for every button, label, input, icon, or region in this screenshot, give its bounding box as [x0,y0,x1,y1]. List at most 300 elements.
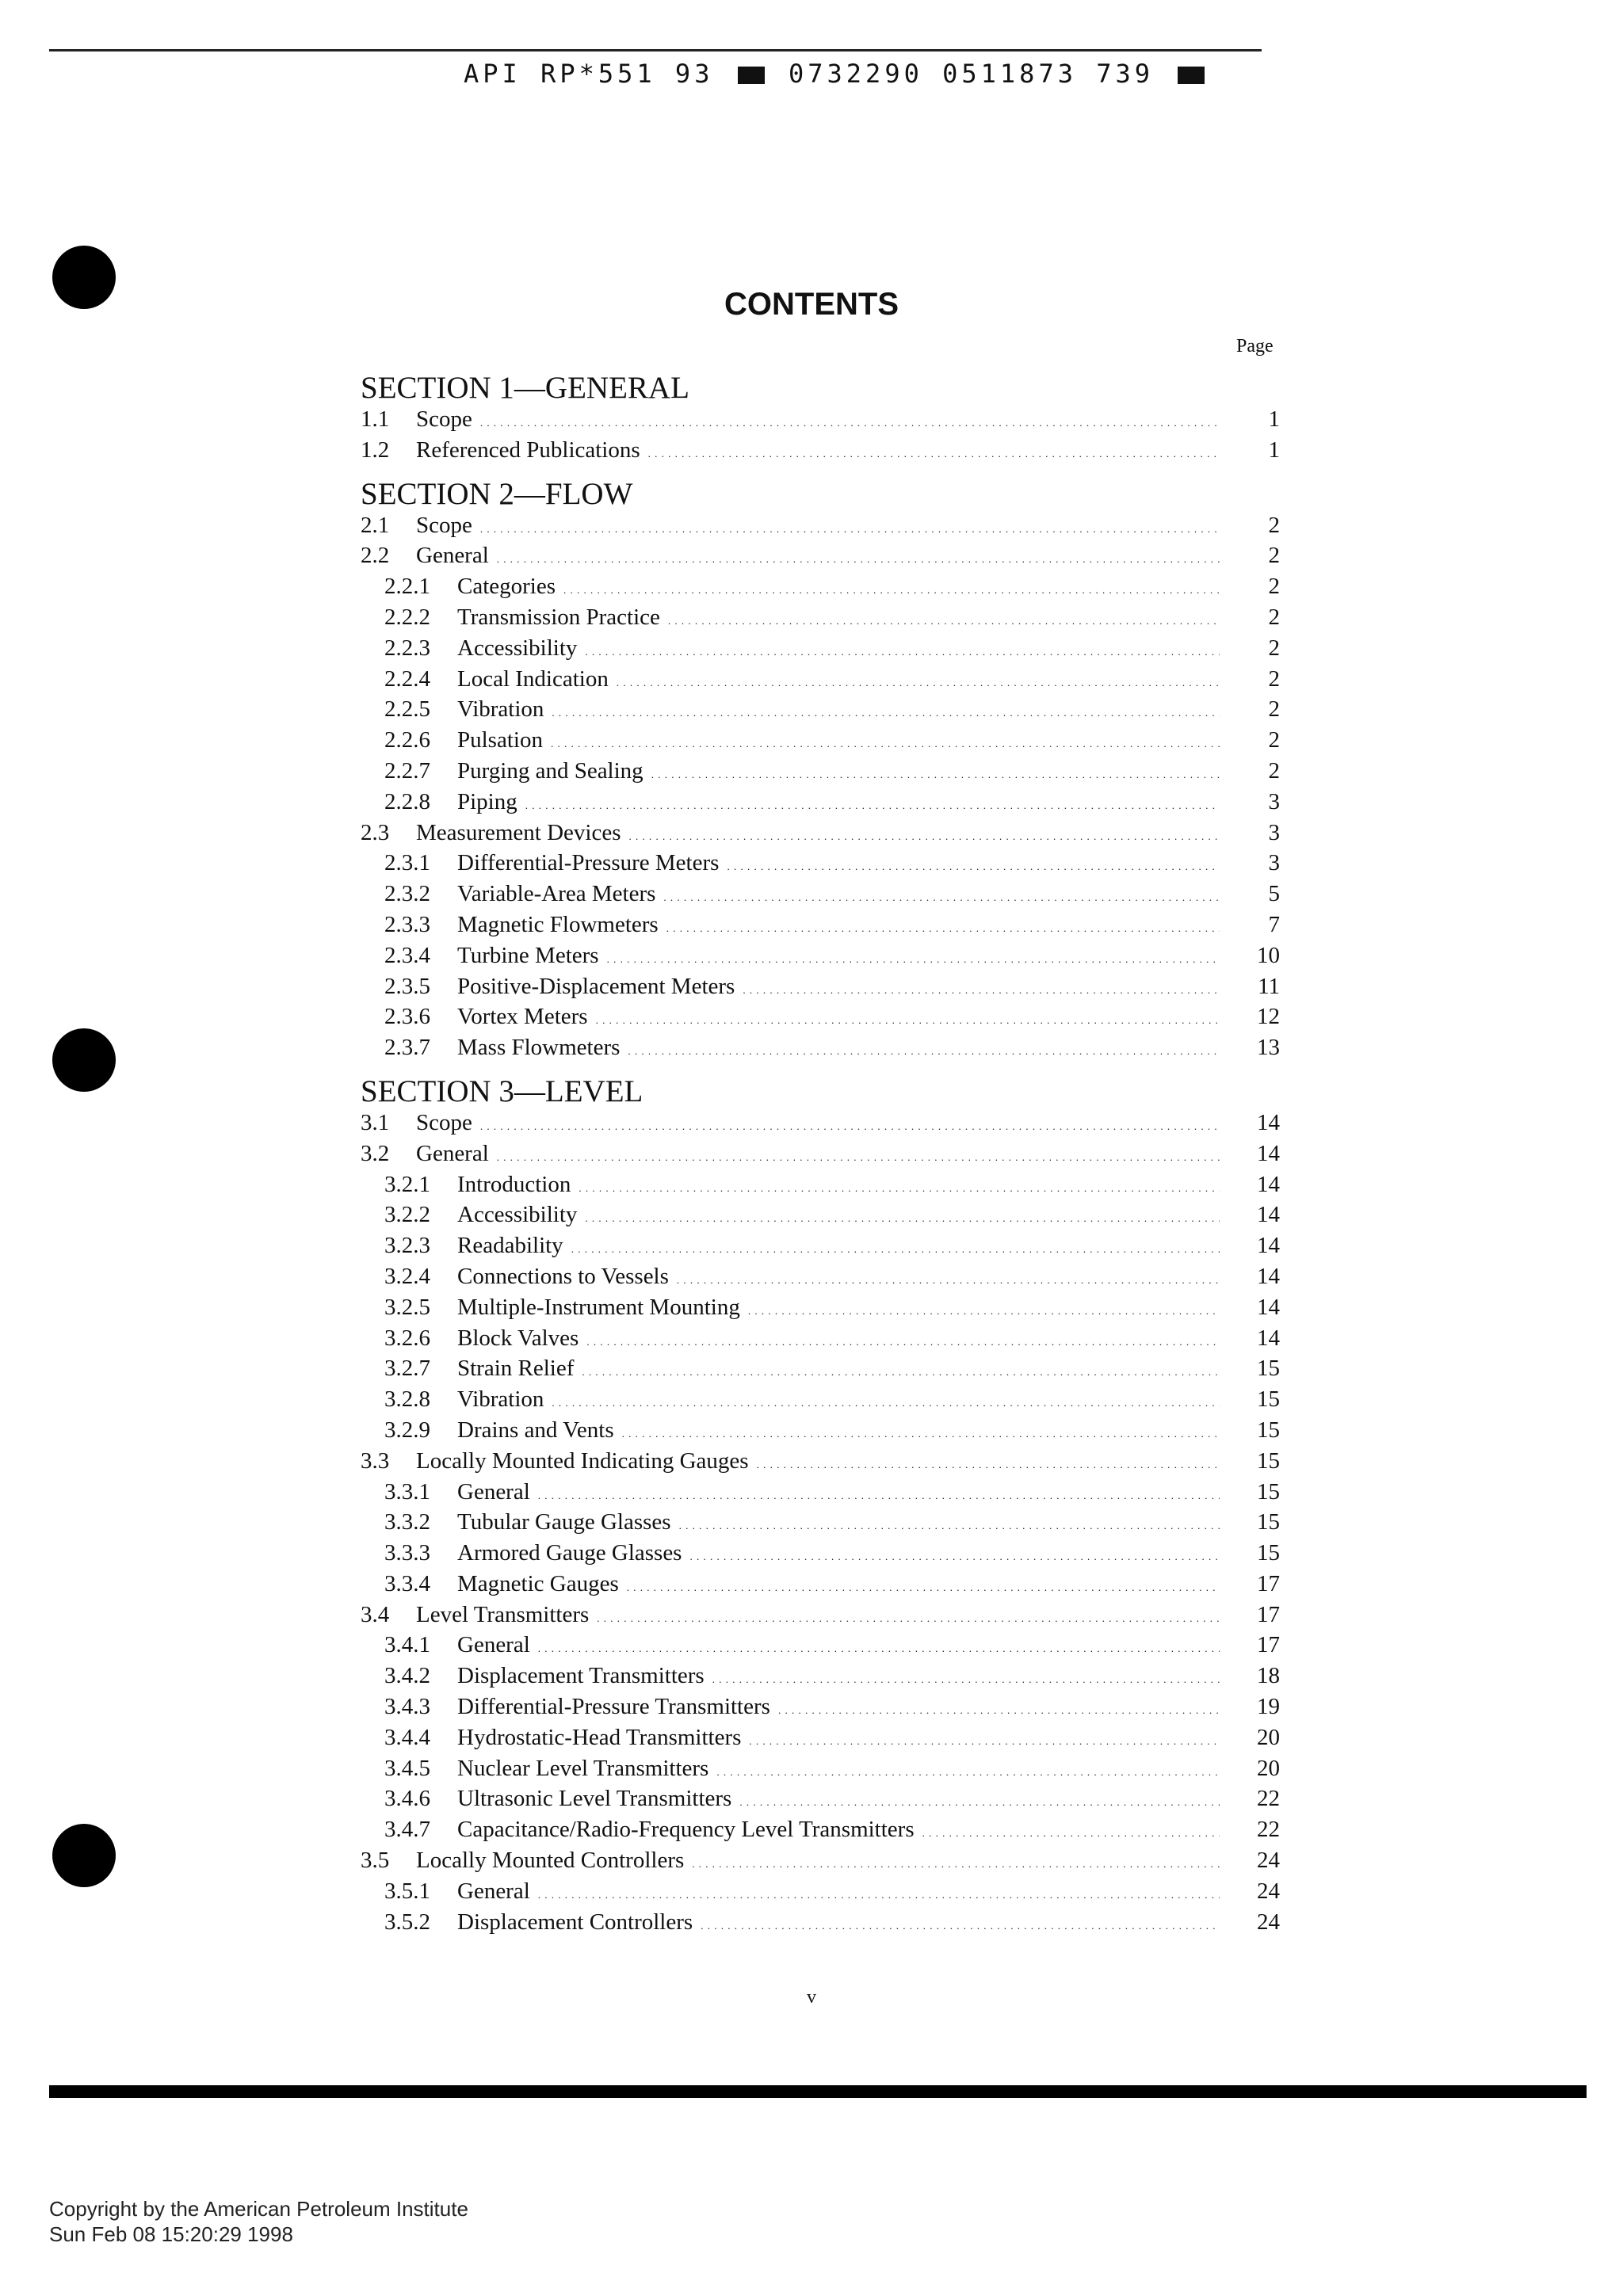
toc-entry-number: 3.4 [361,1601,390,1627]
toc-entry-title: Multiple-Instrument Mounting [457,1294,740,1320]
toc-entry-label [361,818,1220,852]
dot-leader [663,879,1220,913]
toc-entry-title: Accessibility [457,635,578,661]
black-block-mark [738,67,765,84]
dot-leader [582,1353,1220,1388]
toc-entry-page: 18 [1257,1663,1280,1689]
toc-entry[interactable] [361,940,1280,971]
toc-entry-title: Differential-Pressure Meters [457,850,720,876]
dot-leader [552,694,1220,729]
toc-entry-page: 19 [1257,1694,1280,1720]
toc-entry-title: Introduction [457,1171,571,1197]
toc-entry-page: 14 [1257,1171,1280,1197]
toc-entry-title: Scope [416,406,472,432]
toc-entry-number: 2.3.7 [384,1035,430,1061]
toc-entry-page: 2 [1268,604,1280,630]
toc-entry-label [384,633,1220,668]
toc-entry[interactable] [361,1323,1280,1354]
toc-entry-page: 14 [1257,1109,1280,1135]
dot-leader [579,1169,1220,1204]
toc-entry-label [384,694,1220,729]
toc-entry-title: Scope [416,1109,472,1135]
toc-entry-title: Readability [457,1233,563,1259]
toc-entry-title: Differential-Pressure Transmitters [457,1694,770,1720]
toc-entry-label [384,1783,1220,1818]
dot-leader [689,1538,1220,1573]
dot-leader [551,725,1220,760]
dot-leader [778,1691,1220,1726]
dot-leader [585,633,1220,668]
dot-leader [648,435,1220,470]
toc-entry-label [361,1138,1220,1173]
toc-entry[interactable] [361,1001,1280,1032]
toc-entry-title: Capacitance/Radio-Frequency Level Transmitters [457,1817,915,1843]
toc-entry-label [384,1691,1220,1726]
toc-entry-number: 3.2.2 [384,1202,430,1228]
toc-entry[interactable] [361,1353,1280,1384]
dot-leader [727,848,1220,883]
toc-entry-label [361,1845,1220,1880]
dot-leader [743,971,1220,1006]
toc-entry-label [361,510,1220,545]
toc-entry-page: 15 [1257,1478,1280,1505]
toc-entry-label [384,1199,1220,1234]
dot-leader [628,1032,1220,1067]
dot-leader [749,1722,1220,1757]
dot-leader [701,1907,1220,1942]
toc-entry[interactable] [361,1661,1280,1691]
toc-entry-page: 2 [1268,757,1280,784]
toc-entry-page: 17 [1257,1570,1280,1596]
toc-entry-number: 3.1 [361,1109,390,1135]
toc-entry-page: 2 [1268,635,1280,661]
toc-entry-title: Strain Relief [457,1356,575,1382]
toc-entry-title: Tubular Gauge Glasses [457,1509,671,1535]
toc-entry-page: 14 [1257,1202,1280,1228]
toc-entry-page: 15 [1257,1447,1280,1474]
toc-entry[interactable] [361,971,1280,1002]
toc-entry-label [384,1907,1220,1942]
toc-entry-page: 2 [1268,666,1280,692]
toc-entry-title: General [457,1878,530,1904]
toc-entry[interactable] [361,1783,1280,1814]
toc-entry-page: 10 [1257,942,1280,968]
toc-entry-label [384,1001,1220,1036]
toc-entry[interactable] [361,787,1280,818]
toc-entry-label [384,1569,1220,1604]
dot-leader [739,1783,1220,1818]
toc-entry-number: 3.2.4 [384,1263,430,1289]
toc-entry[interactable] [361,1691,1280,1722]
toc-entry-number: 3.2.3 [384,1233,430,1259]
toc-entry[interactable] [361,1446,1280,1477]
toc-entry[interactable] [361,818,1280,849]
toc-entry-label [384,664,1220,699]
toc-entry-number: 2.2.3 [384,635,430,661]
document-code-part-b: 0732290 0511873 739 [788,59,1155,89]
toc-entry[interactable] [361,910,1280,940]
toc-entry-number: 2.3.1 [384,850,430,876]
dot-leader [563,571,1220,606]
toc-entry[interactable] [361,664,1280,695]
toc-entry-title: Vibration [457,1386,544,1413]
copyright-line: Copyright by the American Petroleum Institute [49,2197,468,2221]
punch-hole-icon [52,1824,116,1887]
top-rule [49,49,1262,51]
toc-entry-label [384,1384,1220,1419]
dot-leader [712,1661,1220,1695]
toc-entry-number: 2.2.7 [384,757,430,784]
dot-leader [677,1261,1220,1296]
toc-entry-title: General [457,1632,530,1658]
toc-entry-number: 3.5.1 [384,1878,430,1904]
toc-entry-page: 22 [1257,1786,1280,1812]
dot-leader [651,756,1220,791]
toc-entry-number: 2.3.4 [384,942,430,968]
toc-entry[interactable] [361,435,1280,466]
toc-entry[interactable] [361,404,1280,435]
toc-entry[interactable] [361,602,1280,633]
toc-entry-label [361,1600,1220,1634]
dot-leader [480,1108,1220,1142]
dot-leader [538,1630,1220,1665]
toc-entry[interactable] [361,725,1280,756]
toc-entry-title: Magnetic Gauges [457,1570,619,1596]
toc-entry-label [384,910,1220,944]
toc-entry-number: 3.3 [361,1447,390,1474]
dot-leader [538,1477,1220,1512]
toc-entry-title: Drains and Vents [457,1417,614,1443]
toc-entry-title: Level Transmitters [416,1601,590,1627]
toc-entry-page: 17 [1257,1632,1280,1658]
toc-entry-title: Purging and Sealing [457,757,643,784]
toc-entry-label [384,1415,1220,1450]
toc-entry-number: 3.5.2 [384,1909,430,1935]
toc-entry-label [384,725,1220,760]
toc-entry-number: 3.4.5 [384,1755,430,1781]
toc-entry-title: General [416,543,489,569]
bottom-rule [49,2085,1587,2098]
toc-entry-number: 3.2.8 [384,1386,430,1413]
toc-entry-title: Vibration [457,696,544,723]
toc-entry-number: 2.2.8 [384,788,430,814]
toc-entry[interactable] [361,1384,1280,1415]
toc-entry-number: 2.1 [361,512,390,538]
toc-entry-page: 14 [1257,1233,1280,1259]
toc-entry[interactable] [361,1507,1280,1538]
toc-entry[interactable] [361,571,1280,602]
dot-leader [586,1323,1220,1358]
dot-leader [480,510,1220,545]
punch-hole-icon [52,1028,116,1092]
toc-entry-label [361,1108,1220,1142]
dot-leader [622,1415,1220,1450]
toc-entry-page: 2 [1268,696,1280,723]
toc-entry-number: 3.3.1 [384,1478,430,1505]
toc-entry[interactable] [361,1876,1280,1907]
toc-entry-title: Local Indication [457,666,609,692]
toc-entry-number: 2.2 [361,543,390,569]
toc-entry-title: Piping [457,788,517,814]
toc-entry[interactable] [361,510,1280,541]
toc-entry-label [384,879,1220,913]
toc-entry-number: 3.4.4 [384,1724,430,1750]
dot-leader [666,910,1220,944]
toc-section-heading: SECTION 2—FLOW [361,476,633,511]
toc-entry-page: 15 [1257,1386,1280,1413]
toc-entry[interactable] [361,540,1280,571]
toc-entry-label [384,1032,1220,1067]
toc-entry-title: Nuclear Level Transmitters [457,1755,709,1781]
toc-entry-page: 15 [1257,1540,1280,1566]
toc-entry-page: 22 [1257,1817,1280,1843]
toc-entry-label [384,848,1220,883]
toc-entry[interactable] [361,1199,1280,1230]
toc-entry-number: 2.2.5 [384,696,430,723]
toc-entry-page: 14 [1257,1263,1280,1289]
toc-section-heading: SECTION 1—GENERAL [361,371,689,405]
toc-entry-page: 24 [1257,1909,1280,1935]
dot-leader [552,1384,1220,1419]
dot-leader [757,1446,1220,1481]
toc-entry[interactable] [361,756,1280,787]
toc-entry[interactable] [361,1138,1280,1169]
toc-entry-title: General [416,1140,489,1166]
toc-entry-label [384,1230,1220,1265]
page-column-header: Page [1236,336,1274,357]
toc-entry-number: 2.3 [361,819,390,845]
toc-entry-label [361,435,1220,470]
dot-leader [748,1292,1220,1327]
toc-entry[interactable] [361,633,1280,664]
dot-leader [497,540,1220,575]
toc-entry-title: Displacement Transmitters [457,1663,705,1689]
dot-leader [597,1600,1220,1634]
toc-entry-title: Connections to Vessels [457,1263,669,1289]
toc-entry-page: 24 [1257,1878,1280,1904]
toc-entry-label [384,1353,1220,1388]
toc-entry-number: 3.4.1 [384,1632,430,1658]
toc-entry-number: 2.3.6 [384,1004,430,1030]
toc-entry-label [384,571,1220,606]
toc-entry-page: 20 [1257,1755,1280,1781]
toc-entry-number: 3.4.3 [384,1694,430,1720]
toc-entry-page: 1 [1268,406,1280,432]
toc-entry-page: 14 [1257,1325,1280,1351]
toc-entry-number: 2.2.2 [384,604,430,630]
toc-entry-page: 2 [1268,574,1280,600]
toc-section-heading: SECTION 3—LEVEL [361,1074,643,1108]
toc-entry-page: 5 [1268,881,1280,907]
toc-entry-label [384,1323,1220,1358]
toc-entry-label [384,1630,1220,1665]
toc-entry-page: 3 [1268,788,1280,814]
footer-page-number: v [807,1987,816,2008]
toc-entry-title: Locally Mounted Indicating Gauges [416,1447,749,1474]
dot-leader [571,1230,1220,1265]
toc-entry[interactable] [361,1907,1280,1938]
timestamp-line: Sun Feb 08 15:20:29 1998 [49,2222,293,2246]
toc-entry-title: Categories [457,574,556,600]
toc-entry-title: Pulsation [457,727,543,753]
toc-entry-page: 15 [1257,1356,1280,1382]
toc-entry-number: 2.2.1 [384,574,430,600]
toc-entry-number: 3.2.6 [384,1325,430,1351]
toc-entry[interactable] [361,1032,1280,1063]
toc-entry-page: 17 [1257,1601,1280,1627]
toc-entry-number: 3.2.1 [384,1171,430,1197]
toc-entry[interactable] [361,1845,1280,1876]
dot-leader [617,664,1220,699]
toc-entry[interactable] [361,1169,1280,1200]
dot-leader [538,1876,1220,1911]
toc-entry-page: 7 [1268,911,1280,937]
toc-entry-page: 3 [1268,850,1280,876]
toc-entry-title: Mass Flowmeters [457,1035,621,1061]
dot-leader [596,1001,1220,1036]
copyright-notice [49,2196,468,2247]
document-code-part-a: API RP*551 93 [464,59,714,89]
toc-entry-number: 3.2 [361,1140,390,1166]
toc-entry[interactable] [361,1630,1280,1661]
toc-entry-title: Magnetic Flowmeters [457,911,659,937]
dot-leader [607,940,1220,975]
dot-leader [627,1569,1220,1604]
toc-entry-title: Armored Gauge Glasses [457,1540,682,1566]
toc-entry-page: 20 [1257,1724,1280,1750]
toc-entry-title: Referenced Publications [416,437,640,463]
toc-entry[interactable] [361,1230,1280,1261]
toc-entry-page: 11 [1258,973,1280,999]
toc-entry-page: 24 [1257,1848,1280,1874]
toc-entry-number: 2.3.3 [384,911,430,937]
toc-entry-page: 12 [1257,1004,1280,1030]
toc-entry-label [384,1538,1220,1573]
toc-entry[interactable] [361,1753,1280,1784]
dot-leader [585,1199,1220,1234]
toc-entry-label [384,1753,1220,1788]
toc-entry-label [384,1661,1220,1695]
toc-entry-label [384,756,1220,791]
toc-entry-label [384,1477,1220,1512]
toc-entry-number: 1.1 [361,406,390,432]
toc-entry[interactable] [361,1261,1280,1292]
toc-entry-label [384,1814,1220,1849]
toc-entry-title: Transmission Practice [457,604,660,630]
toc-entry-title: Turbine Meters [457,942,599,968]
toc-entry-number: 3.2.9 [384,1417,430,1443]
toc-entry-number: 3.4.7 [384,1817,430,1843]
toc-entry-page: 14 [1257,1140,1280,1166]
toc-entry-title: Variable-Area Meters [457,881,656,907]
toc-entry-page: 2 [1268,727,1280,753]
dot-leader [692,1845,1220,1880]
toc-entry-number: 1.2 [361,437,390,463]
page-title: CONTENTS [724,287,899,322]
toc-entry-number: 3.2.5 [384,1294,430,1320]
toc-entry-label [361,1446,1220,1481]
dot-leader [628,818,1220,852]
toc-entry-label [384,787,1220,822]
toc-entry[interactable] [361,1477,1280,1508]
black-block-mark [1178,67,1205,84]
toc-entry[interactable] [361,1538,1280,1569]
toc-entry[interactable] [361,1722,1280,1753]
toc-entry-title: General [457,1478,530,1505]
toc-entry-title: Locally Mounted Controllers [416,1848,685,1874]
toc-entry-label [384,1722,1220,1757]
toc-entry-number: 3.4.2 [384,1663,430,1689]
toc-entry-page: 14 [1257,1294,1280,1320]
toc-entry-title: Scope [416,512,472,538]
toc-entry-title: Hydrostatic-Head Transmitters [457,1724,742,1750]
toc-entry[interactable] [361,1569,1280,1600]
toc-entry-number: 3.3.3 [384,1540,430,1566]
toc-entry[interactable] [361,694,1280,725]
dot-leader [480,404,1220,439]
toc-entry-page: 15 [1257,1509,1280,1535]
toc-entry-number: 3.4.6 [384,1786,430,1812]
document-code-header [464,59,1209,89]
dot-leader [679,1507,1220,1542]
toc-entry-number: 2.3.2 [384,881,430,907]
toc-entry-number: 2.2.4 [384,666,430,692]
toc-entry-number: 3.3.2 [384,1509,430,1535]
toc-entry[interactable] [361,1415,1280,1446]
toc-entry-number: 3.3.4 [384,1570,430,1596]
toc-entry-title: Vortex Meters [457,1004,588,1030]
toc-entry[interactable] [361,1814,1280,1845]
dot-leader [922,1814,1220,1849]
toc-entry[interactable] [361,1292,1280,1323]
toc-entry-title: Ultrasonic Level Transmitters [457,1786,732,1812]
dot-leader [668,602,1220,637]
toc-entry-page: 13 [1257,1035,1280,1061]
toc-entry-title: Displacement Controllers [457,1909,693,1935]
toc-entry[interactable] [361,879,1280,910]
toc-entry-label [384,1292,1220,1327]
toc-entry-label [384,602,1220,637]
toc-entry-page: 2 [1268,543,1280,569]
toc-entry-label [384,1876,1220,1911]
toc-entry-title: Accessibility [457,1202,578,1228]
toc-entry[interactable] [361,1108,1280,1138]
toc-entry[interactable] [361,1600,1280,1630]
toc-entry-title: Measurement Devices [416,819,621,845]
toc-entry-page: 3 [1268,819,1280,845]
toc-entry-page: 2 [1268,512,1280,538]
toc-entry-page: 1 [1268,437,1280,463]
toc-entry[interactable] [361,848,1280,879]
dot-leader [497,1138,1220,1173]
toc-entry-page: 15 [1257,1417,1280,1443]
toc-entry-label [384,971,1220,1006]
toc-entry-title: Block Valves [457,1325,579,1351]
toc-entry-number: 3.2.7 [384,1356,430,1382]
toc-entry-label [384,940,1220,975]
toc-entry-label [384,1169,1220,1204]
toc-entry-label [384,1507,1220,1542]
toc-entry-label [384,1261,1220,1296]
dot-leader [716,1753,1220,1788]
toc-entry-label [361,540,1220,575]
toc-entry-title: Positive-Displacement Meters [457,973,735,999]
toc-entry-number: 2.3.5 [384,973,430,999]
toc-entry-label [361,404,1220,439]
toc-entry-number: 2.2.6 [384,727,430,753]
toc-entry-number: 3.5 [361,1848,390,1874]
table-of-contents [361,372,1280,1937]
